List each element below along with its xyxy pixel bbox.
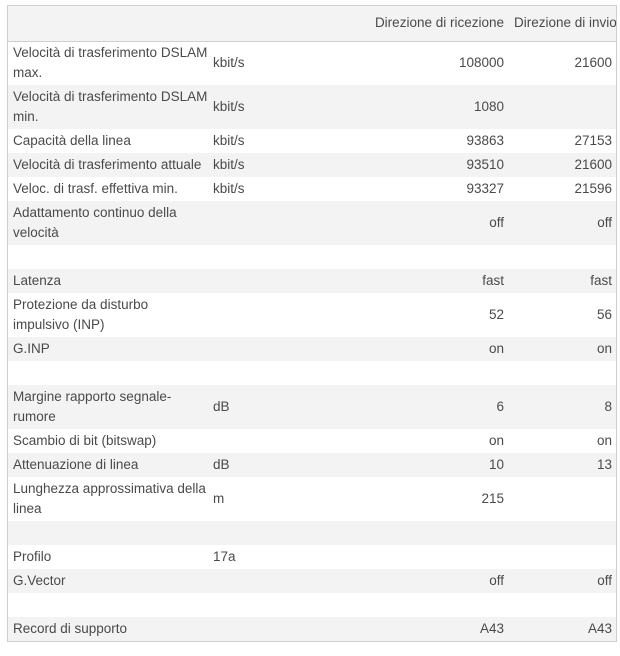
row-send-value: 13	[596, 457, 612, 472]
row-label: Velocità di trasferimento DSLAM max.	[13, 45, 208, 81]
row-receive-value: fast	[482, 273, 504, 288]
row-unit	[213, 521, 265, 545]
row-send-value: A43	[587, 621, 612, 636]
row-unit	[213, 569, 265, 593]
row-receive-value: A43	[479, 621, 504, 636]
row-unit	[213, 201, 265, 245]
row-receive-value: 93510	[466, 157, 504, 172]
table-row	[8, 85, 616, 129]
row-unit	[213, 337, 265, 361]
row-send-value: 27153	[574, 133, 612, 148]
row-label: Attenuazione di linea	[13, 457, 139, 472]
table-row	[8, 545, 616, 569]
row-label: Lunghezza approssimativa della linea	[13, 481, 206, 516]
dsl-info-table-container	[7, 5, 617, 642]
row-unit: kbit/s	[213, 181, 245, 196]
row-receive-value: 93863	[466, 133, 504, 148]
row-send-value	[509, 521, 616, 545]
row-label: Velocità di trasferimento DSLAM min.	[13, 89, 208, 124]
row-unit: dB	[213, 457, 230, 472]
table-header-row	[8, 6, 616, 41]
row-send-value	[509, 545, 616, 569]
table-spacer-row	[8, 245, 616, 269]
row-receive-value	[265, 593, 509, 617]
row-unit	[213, 429, 265, 453]
table-row	[8, 617, 616, 641]
row-unit: kbit/s	[213, 133, 245, 148]
table-spacer-row	[8, 593, 616, 617]
header-receive-direction: Direzione di ricezione	[265, 6, 509, 41]
row-receive-value	[265, 361, 509, 385]
row-receive-value: 93327	[466, 181, 504, 196]
row-receive-value: 6	[496, 399, 504, 414]
row-send-value: 56	[596, 307, 612, 322]
table-row	[8, 41, 616, 85]
row-label	[8, 521, 213, 545]
row-receive-value: 215	[481, 491, 504, 506]
row-label: Margine rapporto segnale-rumore	[13, 389, 172, 424]
table-row	[8, 429, 616, 453]
row-label: Record di supporto	[13, 621, 128, 636]
row-label: Latenza	[13, 273, 62, 288]
row-send-value: 8	[604, 399, 612, 414]
row-unit	[213, 361, 265, 385]
header-send-direction: Direzione di invio	[509, 6, 616, 41]
row-unit	[213, 245, 265, 269]
table-spacer-row	[8, 521, 616, 545]
row-send-value	[509, 593, 616, 617]
table-row	[8, 153, 616, 177]
row-send-value	[509, 85, 616, 129]
row-label	[8, 245, 213, 269]
row-unit	[213, 593, 265, 617]
row-send-value: off	[597, 573, 612, 588]
row-send-value: 21600	[574, 55, 612, 71]
row-unit	[213, 269, 265, 293]
row-unit: 17a	[213, 549, 236, 564]
row-unit: kbit/s	[213, 55, 245, 71]
row-receive-value	[265, 521, 509, 545]
table-row	[8, 337, 616, 361]
row-receive-value: on	[488, 433, 504, 448]
row-receive-value: off	[489, 215, 504, 230]
row-receive-value: 10	[488, 457, 504, 472]
row-unit	[213, 293, 265, 337]
row-unit: dB	[213, 399, 230, 414]
table-row	[8, 477, 616, 521]
table-row	[8, 129, 616, 153]
row-unit: kbit/s	[213, 157, 245, 172]
row-send-value	[509, 245, 616, 269]
row-label: Scambio di bit (bitswap)	[13, 433, 157, 448]
table-row	[8, 269, 616, 293]
row-unit: m	[213, 491, 225, 506]
header-unit	[213, 6, 265, 41]
table-spacer-row	[8, 361, 616, 385]
table-row	[8, 453, 616, 477]
row-receive-value: 1080	[473, 99, 504, 114]
row-label: Capacità della linea	[13, 133, 131, 148]
row-receive-value	[265, 545, 509, 569]
row-send-value: on	[596, 433, 612, 448]
row-label: Profilo	[13, 549, 52, 564]
row-label: Protezione da disturbo impulsivo (INP)	[13, 297, 149, 332]
row-send-value	[509, 477, 616, 521]
row-send-value: 21600	[574, 157, 612, 172]
row-unit: kbit/s	[213, 99, 245, 114]
row-receive-value: 108000	[458, 55, 504, 71]
row-send-value: off	[597, 215, 612, 230]
dsl-info-table	[8, 6, 616, 641]
table-row	[8, 201, 616, 245]
row-send-value: fast	[590, 273, 612, 288]
row-label: G.Vector	[13, 573, 66, 588]
row-label	[8, 593, 213, 617]
header-label	[8, 6, 213, 41]
row-receive-value: off	[489, 573, 504, 588]
row-receive-value: 52	[488, 307, 504, 322]
row-label	[8, 361, 213, 385]
table-row	[8, 293, 616, 337]
row-receive-value	[265, 245, 509, 269]
row-send-value: 21596	[574, 181, 612, 196]
table-row	[8, 177, 616, 201]
row-label: Velocità di trasferimento attuale	[13, 157, 202, 172]
row-label: Veloc. di trasf. effettiva min.	[13, 181, 178, 196]
row-label: G.INP	[13, 341, 50, 356]
table-row	[8, 569, 616, 593]
row-send-value: on	[596, 341, 612, 356]
row-receive-value: on	[488, 341, 504, 356]
row-unit	[213, 617, 265, 641]
row-send-value	[509, 361, 616, 385]
row-label: Adattamento continuo della velocità	[13, 205, 177, 240]
table-row	[8, 385, 616, 429]
